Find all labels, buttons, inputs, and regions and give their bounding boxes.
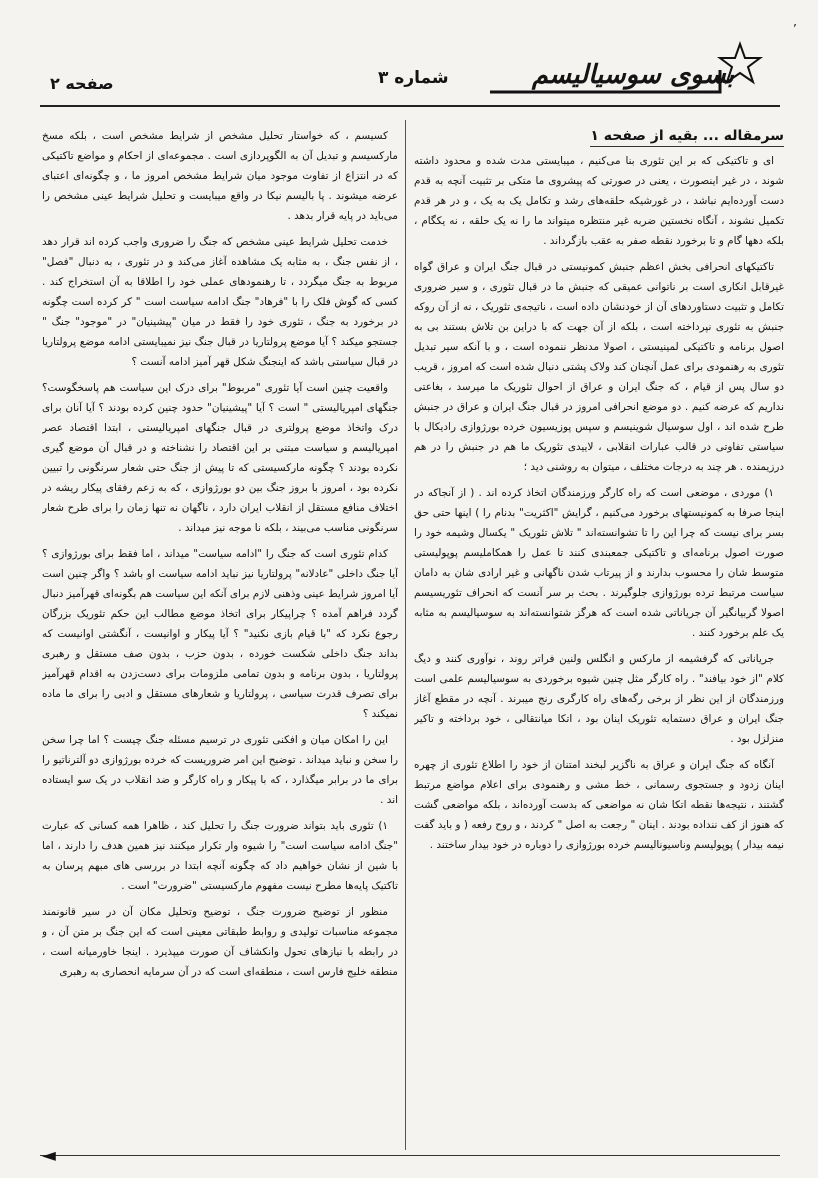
paragraph: آنگاه که جنگ ایران و عراق به ناگزیر لبخند امتنان از خود را اطلاع تئوری از چهره اینان زدود و جستجوی رسمانی ، خط مشی و رهنمودی برای اعلام مواضع مرتبط گشتند ، نتیجه‌ها نقطه اتکا شان نه مواضعی که بدست آورده‌اند ، بلکه مواضعی گشت که هنوز از کف ننداده بودند . اینان " رجعت به اصل " کردند ، و روح رفعه ( و باید گفت نیمه بیدار ) پوپولیسم وناسیونالیسم خرده بورژوازی را دوباره در خود بیدار ساختند . [414, 759, 784, 851]
paragraph: خدمت تحلیل شرایط عینی مشخص که جنگ را ضروری واجب کرده اند قرار دهد ، از نفس جنگ ، به مثابه یک مشاهده آغاز می‌کند و در تئوری ، به دنبال "فصل" مربوط به جنگ میگردد ، تا رهنمودهای عملی خود را اطلاقا به آن استخراج کند . کسی که گوش فلک را با "فرهاد" جنگ ادامه سیاست است " کر کرده است چگونه در برخورد به جنگ ، تئوری خود را فقط در میان "پیشینیان" در "موجود" جنگ " جستجو میکند ؟ آیا موضع پرولتاریا در قبال جنگ نیز نمیبایستی ادامه موضع پرولتاریا در قبال سیاستی باشد که اینجنگ شکل قهر آمیز ادامه آنست ؟ [42, 236, 398, 368]
paragraph: این را امکان میان و افکنی تئوری در ترسیم مسئله جنگ چیست ؟ اما چرا سخن را سخن و نباید میداند . توضیح این امر ضروریست که خرده بورژوازی دو آلترناتیو را برای ما در برابر میگذارد ، که با پیکار و راه کارگر و ضد انقلاب در یک سو ایستاده اند . [42, 734, 398, 806]
article-title: سرمقاله ... بقیه از صفحه ۱ [590, 126, 784, 147]
continue-arrow-icon: ◄ [42, 1145, 56, 1166]
column-divider [405, 120, 406, 1150]
paragraph: جریاناتی که گرفشیمه از مارکس و انگلس ولنین فراتر روند ، نوآوری کنند و دیگ کلام "از خود بیافند" . راه کارگر مثل چنین شیوه برخوردی به سوسیالیسم علمی است ورزمندگان از این نظر از برخی رگه‌های راه کارگری رنج میبرند . آنچه در مقطع آغاز جنگ ایران و عراق دستمایه تئوریک اینان بود ، اتکا میانتقالی ، خود برداخته و تاکیر منزلزل بود . [414, 653, 784, 745]
issue-number: شماره ۳ [378, 68, 449, 88]
paragraph: منظور از توضیح ضرورت جنگ ، توضیح وتحلیل مکان آن در سیر قانونمند مجموعه مناسبات تولیدی و روابط طبقاتی معینی است که این جنگ بر متن آن ، و در رابطه با نیازهای تحول وانکشاف آن صورت میپذیرد . اینجا خاورمیانه است ، منطقه خلیج فارس است ، منطقه‌ای است که در آن سرمایه انحصاری به رهبری [42, 906, 398, 978]
article-column-left [42, 126, 398, 1146]
paragraph: کدام تئوری است که جنگ را "ادامه سیاست" میداند ، اما فقط برای بورژوازی ؟ آیا جنگ داخلی "عادلانه" پرولتاریا نیز نباید ادامه سیاست او باشد ؟ واگر چنین است آیا امروز شرایط عینی وذهنی لازم برای آنکه این سیاست هم بگونه‌ای قهرآمیز دنبال گردد فراهم آمده ؟ چراپیکار برای اتخاذ موضع مطالب این حکم تئوریک بزرگان رجوع نکرد که "با قیام بازی نکنید" ؟ آیا پیکار و اوانیست ، آنگشتی اوانیست که بداند جنگ داخلی شکست خورده ، بدون حزب ، بدون صف مستقل و رهبری پرولتاریا ، بدون برنامه و بدون تمامی ملزومات برای دست‌زدن به اقدام قهرآمیز برای تصرف قدرت سیاسی ، پرولتاریا و شعارهای مستقل و ادبی را برای ما ماده نمیکند ؟ [42, 548, 398, 720]
paragraph: واقعیت چنین است آیا تئوری "مربوط" برای درک این سیاست هم پاسخگوست؟ جنگهای امپریالیستی " است ؟ آیا "پیشینیان" حدود چنین کرده بودند ؟ آیا آنان برای درک واتخاذ موضع پرولتری در قبال جنگهای امپریالیستی ، ابتدا اقتصاد عصر امپریالیسم و سیاست مبتنی بر این اقتصاد را نشناخته و در قبال آن موضع گیری نکرده بودند ؟ چگونه مارکسیستی که تا پیش از جنگ حتی شعار سرنگونی را تبیین نکرده بود ، امروز با بروز جنگ بین دو بورژوازی ، که به زعم رفقای پیکار ریشه در اختلاف منافع مستقل از انقلاب ایران دارد ، ناگهان نه تنها زمان را برای طرح شعار سرنگونی مناسب می‌بیند ، بلکه نا موجه نیز میداند . [42, 382, 398, 534]
ink-mark: ’ [793, 22, 797, 36]
footer-rule [40, 1155, 780, 1156]
paragraph: کسیسم ، که خواستار تحلیل مشخص از شرایط مشخص است ، بلکه مسخ مارکسیسم و تبدیل آن به الگوپردازی است . مجموعه‌ای از احکام و مواضع تاکتیکی که در انتزاع از تفاوت موجود میان شرایط مشخص امروز ما ، و چگونه‌ای اعتبای عرضه میشوند . پا بالیسم نیکا در واقع میبایست و تحلیل شرایط عینی مشخص را می‌باید در پایه قرار بدهد . [42, 130, 398, 222]
paragraph: ۱) موردی ، موضعی است که راه کارگر ورزمندگان اتخاذ کرده اند . ( از آنجاکه در اینجا صرفا به کمونیستهای برخورد می‌کنیم ، گرایش "اکثریت" بدنام را ) اینها حتی حق بسر برای نیست که چرا این را تا تشوانسته‌اند " تلاش تئوریک " یکسال وشیمه خود را صورت اصول برنامه‌ای و تاکتیکی جمعبندی کنند تا عمل را همکاملیسم پوپولیستی متوسط شان را محسوب بدارند و از پیرتاب شدن ناگهانی و غیر ارادی شان به دامان سیاست مرتبط ترده بورژوازی جلوگیرند . بحث بر سر آنست که انحراف تئوریسیسم اصولا گربیانگیر آن جریاناتی شده است که هرگز شتوانسته‌اند به سوسیالیسم به مثابه یک علم برخورد کنند . [414, 487, 784, 639]
paragraph: ۱) تئوری باید بتواند ضرورت جنگ را تحلیل کند ، ظاهرا همه کسانی که عبارت "جنگ ادامه سیاست است" را شیوه وار تکرار میکنند نیز همین هدف را دارند ، اما با شین از نشان خواهیم داد که چگونه آنچه ابتدا در بررسی های مبهم پرسان به تاکتیک پایه‌ها مطرح نیست مفهوم مارکسیستی "ضرورت" است . [42, 820, 398, 892]
paragraph: تاکتیکهای انحرافی بخش اعظم جنبش کمونیستی در قبال جنگ ایران و عراق گواه غیرقابل انکاری است بر ناتوانی عمیقی که جنبش ما در قبال تئوری ، و سیر ضروری تکامل و تثبیت دستاوردهای آن از خودنشان داده است ، ناتیجه‌ی تئوریک ، نه از آن روکه جنبش به تئوری نپرداخته است ، بلکه از آن جهت که با دراین بن تلاش بستند بی به اصول برنامه و تاکتیکی لمینیستی ، اصولا مدنظر ننموده است ، و با آنکه سیر تبدیل تئوری به رهنمودی برای عمل آنچنان کند ولاک پشتی دنبال شده است که امروز ، قریب دو سال پس از قیام ، که جنگ ایران و عراق از احوال تئوریک ما میرسد ، بغاعتی نداریم که عرضه کنیم . دو موضع انحرافی امروز در قبال جنگ ایران و عراق در جنبش طرح شده اند ، اول سوسیال شوینیسم و سپس پوزیسیون خرده بورژوازی رادیکال با سیاستی تفاوتی در قالب عبارات انقلابی ، لاییدی تئوریک ما هم در جنبش را در هم درزیمنده . هر چند به درجات مختلف ، میتوان به روشنی دید ؛ [414, 261, 784, 473]
header-rule [40, 105, 780, 107]
masthead-title: بسوی سوسیالیسم [531, 60, 735, 90]
article-column-right [414, 126, 784, 1146]
paragraph: ای و تاکتیکی که بر این تئوری بنا می‌کنیم ، میبایستی مدت شده و محدود داشته شوند ، در غیر اینصورت ، یعنی در صورتی که پیشروی ما متکی بر تثبیت آنچه به قدم دست آورده‌ایم نباشد ، در غورشیکه حلقه‌های رشد و تکامل یک به یک ، و در هر قدم تکمیل نشوند ، آنگاه نخستین ضربه غیر منتظره میتواند ما را نه یک حلقه ، نه یکگام ، بلکه دهها گام و تا برخورد نقطه صفر به عقب بازگرداند . [414, 155, 784, 247]
page-number: صفحه ۲ [50, 74, 114, 93]
